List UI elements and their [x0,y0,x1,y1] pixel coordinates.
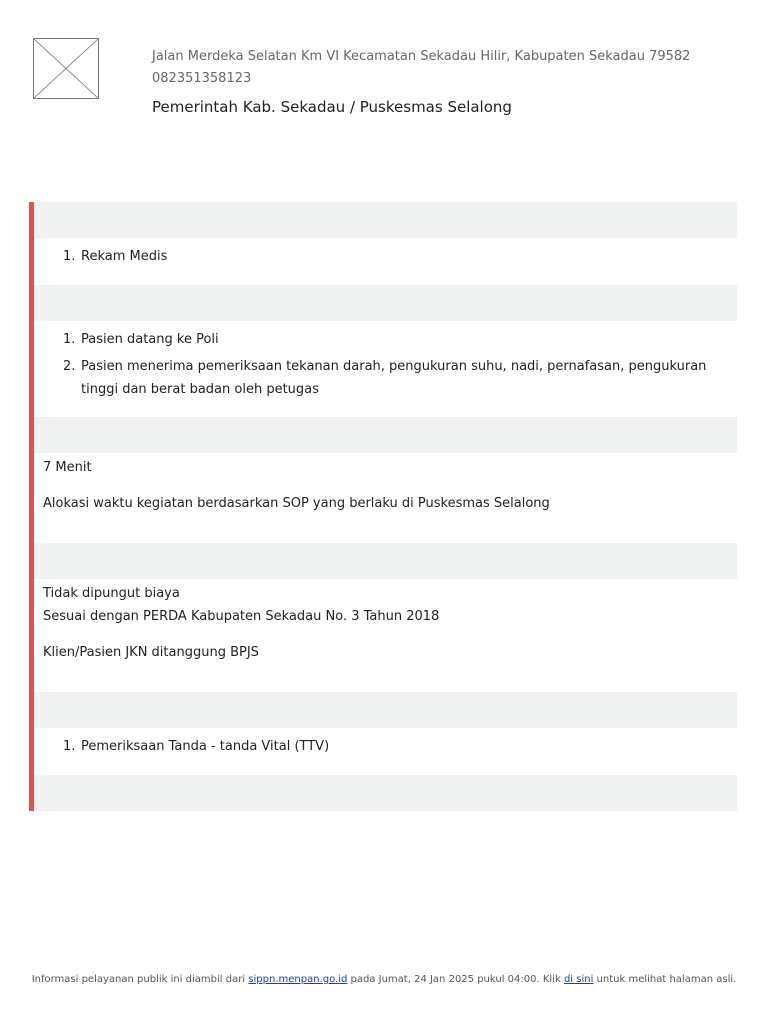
section-header-band [34,775,737,811]
section-header-band [34,285,737,321]
header-info [152,46,752,118]
footer-note: Informasi pelayanan publik ini diambil dari sippn.menpan.go.id pada Jumat, 24 Jan 2025 pukul 04:00. Klik di sini untuk melihat halaman asli. [31,974,737,985]
cost-section [34,579,737,692]
section-header-band [34,692,737,728]
organization-title: Pemerintah Kab. Sekadau / Puskesmas Selalong [152,98,512,116]
duration-value: 7 Menit [43,460,92,475]
address-text: Jalan Merdeka Selatan Km VI Kecamatan Sekadau Hilir, Kabupaten Sekadau 79582 [152,49,691,64]
list-item: 2. Pasien menerima pemeriksaan tekanan darah, pengukuran suhu, nadi, pernafasan, pengukuran tinggi dan berat badan oleh petugas [63,359,707,397]
cost-bpjs-note: Klien/Pasien JKN ditanggung BPJS [43,645,259,660]
cost-line: Tidak dipungut biaya [43,586,180,601]
requirements-section [34,238,737,285]
cost-regulation: Sesuai dengan PERDA Kabupaten Sekadau No. 3 Tahun 2018 [43,609,440,624]
products-section [34,728,737,775]
source-link[interactable]: sippn.menpan.go.id [248,974,348,985]
duration-note: Alokasi waktu kegiatan berdasarkan SOP yang berlaku di Puskesmas Selalong [43,496,550,511]
list-item: 1. Pasien datang ke Poli [63,332,219,347]
phone-text: 082351358123 [152,71,252,86]
list-item: 1. Pemeriksaan Tanda - tanda Vital (TTV) [63,739,330,754]
procedure-section [34,321,737,417]
section-header-band [34,417,737,453]
list-item: 1. Rekam Medis [63,249,168,264]
logo-placeholder-image [33,38,99,99]
section-header-band [34,543,737,579]
original-page-link[interactable]: di sini [563,974,594,985]
service-details [29,202,737,811]
duration-section [34,453,737,543]
image-placeholder-icon [34,39,98,98]
section-header-band [34,202,737,238]
